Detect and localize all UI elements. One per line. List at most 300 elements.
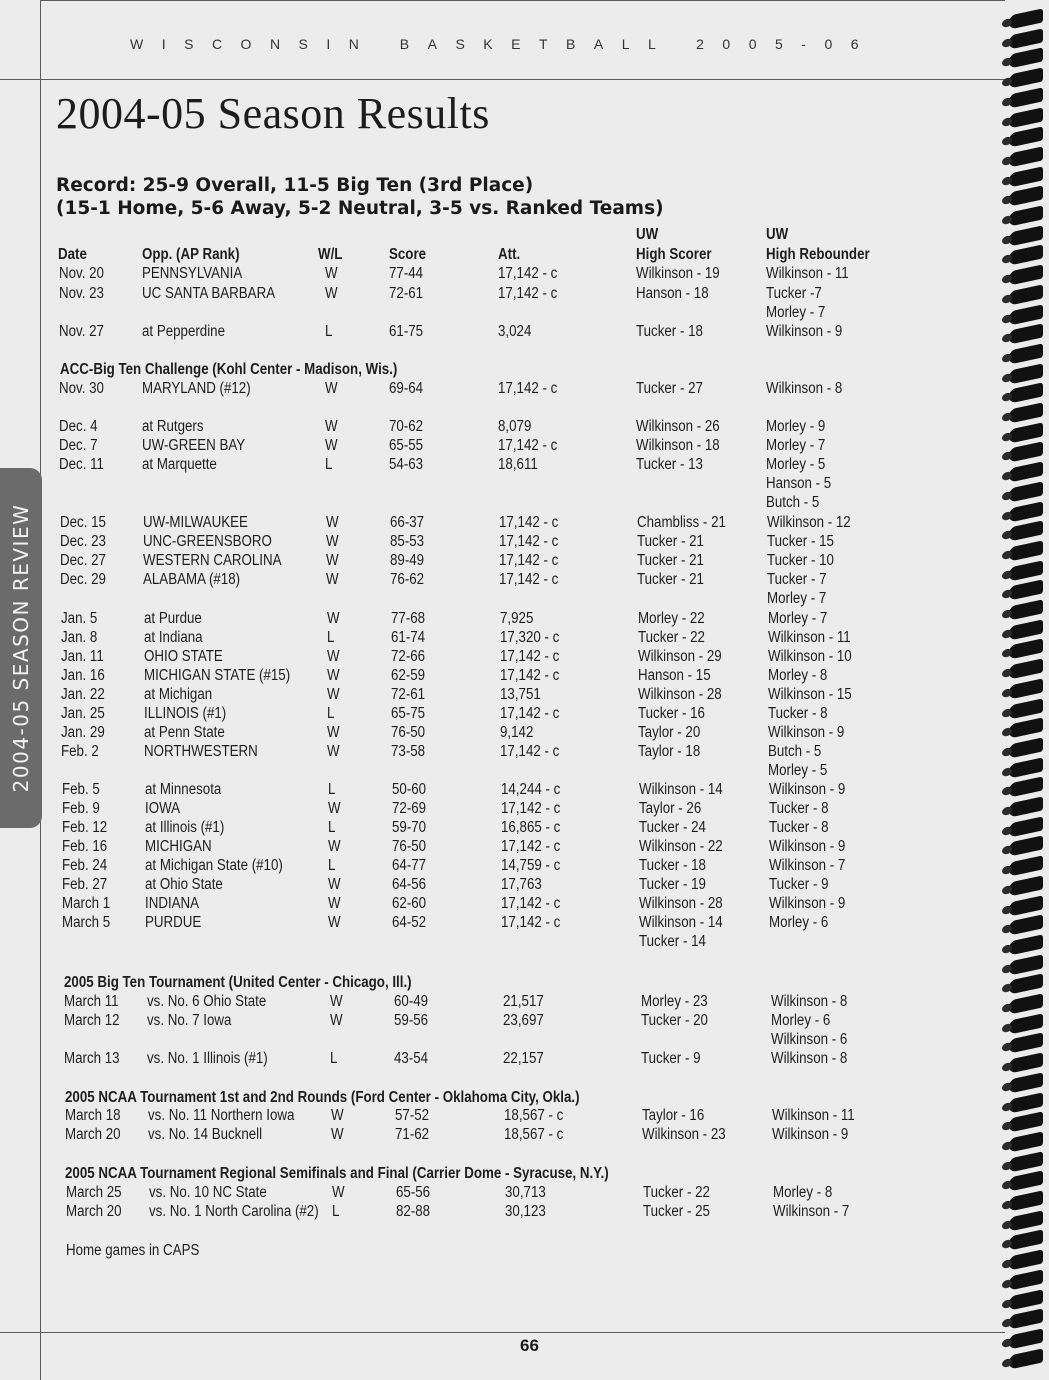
cell-opponent: PURDUE	[145, 914, 202, 931]
cell-date: Feb. 5	[62, 781, 100, 798]
cell-score: 85-53	[390, 533, 425, 550]
cell-high-rebounder: Wilkinson - 9	[766, 323, 843, 340]
binding-coil	[1009, 402, 1043, 423]
cell-attendance: 17,142 - c	[500, 705, 560, 722]
cell-high-rebounder: Wilkinson - 9	[772, 1126, 849, 1143]
cell-date: Feb. 2	[61, 743, 99, 760]
cell-score: 65-75	[391, 705, 426, 722]
cell-high-scorer: Wilkinson - 19	[636, 265, 720, 282]
cell-date: Feb. 9	[62, 800, 100, 817]
binding-coil	[1009, 1348, 1043, 1369]
binding-coil	[1009, 442, 1043, 463]
page-number: 66	[520, 1336, 539, 1355]
cell-attendance: 17,763	[501, 876, 542, 893]
cell-attendance: 17,142 - c	[498, 437, 558, 454]
cell-result: L	[328, 819, 336, 836]
cell-attendance: 30,123	[505, 1203, 546, 1220]
cell-opponent: at Michigan	[144, 686, 213, 703]
cell-date: Feb. 12	[62, 819, 108, 836]
cell-attendance: 17,142 - c	[498, 380, 558, 397]
cell-attendance: 30,713	[505, 1184, 546, 1201]
cell-high-rebounder: Hanson - 5	[766, 475, 832, 492]
cell-high-scorer: Tucker - 14	[639, 933, 706, 950]
cell-high-scorer: Wilkinson - 29	[638, 648, 722, 665]
binding-coil	[1009, 619, 1043, 640]
cell-high-rebounder: Morley - 6	[771, 1012, 831, 1029]
binding-coil	[1009, 875, 1043, 896]
binding-coil	[1009, 816, 1043, 837]
cell-result: W	[325, 418, 338, 435]
cell-high-rebounder: Wilkinson - 8	[766, 380, 843, 397]
cell-result: W	[326, 514, 339, 531]
cell-score: 61-75	[389, 323, 424, 340]
cell-high-scorer: Taylor - 20	[638, 724, 701, 741]
col-header-opp: Opp. (AP Rank)	[142, 246, 240, 263]
binding-coil	[1009, 107, 1043, 128]
cell-high-rebounder: Morley - 7	[766, 437, 826, 454]
cell-high-scorer: Wilkinson - 14	[639, 914, 723, 931]
col-header-rebounder-top: UW	[766, 226, 789, 243]
binding-coil	[1009, 284, 1043, 305]
cell-date: Feb. 24	[62, 857, 108, 874]
binding-coil	[1009, 481, 1043, 502]
cell-result: W	[328, 876, 341, 893]
binding-coil	[1009, 1289, 1043, 1310]
cell-high-scorer: Wilkinson - 28	[639, 895, 723, 912]
cell-high-rebounder: Morley - 9	[766, 418, 826, 435]
cell-attendance: 17,320 - c	[500, 629, 560, 646]
cell-attendance: 17,142 - c	[500, 667, 560, 684]
binding-coil	[1009, 540, 1043, 561]
cell-high-rebounder: Wilkinson - 7	[769, 857, 846, 874]
cell-opponent: OHIO STATE	[144, 648, 223, 665]
binding-coil	[1009, 1171, 1043, 1192]
cell-high-rebounder: Tucker - 10	[767, 552, 834, 569]
cell-attendance: 17,142 - c	[500, 743, 560, 760]
cell-score: 50-60	[392, 781, 427, 798]
cell-score: 82-88	[396, 1203, 431, 1220]
cell-opponent: vs. No. 6 Ohio State	[147, 993, 267, 1010]
cell-opponent: vs. No. 10 NC State	[149, 1184, 267, 1201]
cell-attendance: 17,142 - c	[501, 800, 561, 817]
cell-score: 59-70	[392, 819, 427, 836]
cell-result: W	[325, 437, 338, 454]
binding-coil	[1009, 1230, 1043, 1251]
cell-high-scorer: Tucker - 22	[643, 1184, 710, 1201]
cell-high-scorer: Tucker - 27	[636, 380, 703, 397]
cell-opponent: MICHIGAN	[145, 838, 212, 855]
footer-rule	[0, 1332, 1005, 1333]
cell-date: Nov. 20	[59, 265, 104, 282]
cell-high-rebounder: Wilkinson - 9	[768, 724, 845, 741]
binding-coil	[1009, 757, 1043, 778]
cell-opponent: WESTERN CAROLINA	[143, 552, 282, 569]
cell-date: Nov. 30	[59, 380, 104, 397]
cell-date: March 13	[64, 1050, 120, 1067]
cell-score: 43-54	[394, 1050, 429, 1067]
cell-date: Dec. 11	[59, 456, 104, 473]
cell-score: 72-66	[391, 648, 426, 665]
binding-coil	[1009, 1092, 1043, 1113]
binding-coil	[1009, 28, 1043, 49]
cell-high-rebounder: Wilkinson - 11	[768, 629, 851, 646]
binding-coil	[1009, 343, 1043, 364]
binding-coil	[1009, 718, 1043, 739]
cell-attendance: 17,142 - c	[501, 838, 561, 855]
cell-score: 76-50	[392, 838, 427, 855]
cell-date: March 5	[62, 914, 111, 931]
cell-score: 64-52	[392, 914, 427, 931]
cell-date: March 20	[65, 1126, 121, 1143]
cell-opponent: INDIANA	[145, 895, 200, 912]
cell-score: 64-77	[392, 857, 427, 874]
cell-opponent: UW-MILWAUKEE	[143, 514, 248, 531]
cell-high-rebounder: Morley - 6	[769, 914, 829, 931]
record-line-2: (15-1 Home, 5-6 Away, 5-2 Neutral, 3-5 vs. Ranked Teams)	[56, 198, 664, 219]
page-title: 2004-05 Season Results	[56, 89, 490, 138]
cell-high-rebounder: Wilkinson - 7	[773, 1203, 850, 1220]
cell-result: W	[327, 743, 340, 760]
cell-result: W	[325, 380, 338, 397]
cell-opponent: ILLINOIS (#1)	[144, 705, 227, 722]
cell-result: L	[327, 705, 335, 722]
cell-date: March 11	[64, 993, 119, 1010]
cell-date: Jan. 25	[61, 705, 105, 722]
binding-coil	[1009, 1269, 1043, 1290]
binding-coil	[1009, 934, 1043, 955]
cell-high-scorer: Tucker - 18	[636, 323, 703, 340]
cell-score: 72-61	[391, 686, 426, 703]
cell-high-rebounder: Wilkinson - 9	[769, 895, 846, 912]
cell-score: 70-62	[389, 418, 424, 435]
binding-coil	[1009, 67, 1043, 88]
cell-high-rebounder: Wilkinson - 12	[767, 514, 851, 531]
cell-attendance: 16,865 - c	[501, 819, 561, 836]
binding-coil	[1009, 461, 1043, 482]
cell-result: L	[332, 1203, 340, 1220]
cell-opponent: vs. No. 11 Northern Iowa	[148, 1107, 295, 1124]
binding-coil	[1009, 501, 1043, 522]
cell-score: 72-61	[389, 285, 424, 302]
binding-coil	[1009, 1052, 1043, 1073]
cell-opponent: at Rutgers	[142, 418, 204, 435]
cell-high-scorer: Tucker - 25	[643, 1203, 710, 1220]
col-header-score: Score	[389, 246, 427, 263]
cell-date: Jan. 22	[61, 686, 105, 703]
cell-result: W	[328, 914, 341, 931]
binding-coil	[1009, 127, 1043, 148]
cell-high-rebounder: Butch - 5	[768, 743, 822, 760]
binding-coil	[1009, 304, 1043, 325]
binding-coil	[1009, 1131, 1043, 1152]
binding-coil	[1009, 1072, 1043, 1093]
cell-high-rebounder: Tucker - 8	[769, 800, 829, 817]
binding-coil	[1009, 836, 1043, 857]
binding-coil	[1009, 48, 1043, 69]
binding-coil	[1009, 560, 1043, 581]
side-tab-label: 2004-05 SEASON REVIEW	[9, 503, 33, 793]
binding-coil	[1009, 264, 1043, 285]
cell-high-scorer: Morley - 23	[641, 993, 708, 1010]
cell-high-rebounder: Wilkinson - 15	[768, 686, 852, 703]
cell-attendance: 3,024	[498, 323, 532, 340]
cell-result: W	[325, 285, 338, 302]
cell-result: L	[327, 629, 335, 646]
cell-score: 76-50	[391, 724, 426, 741]
cell-score: 73-58	[391, 743, 426, 760]
cell-attendance: 17,142 - c	[499, 533, 559, 550]
cell-opponent: at Illinois (#1)	[145, 819, 225, 836]
cell-date: Nov. 23	[59, 285, 104, 302]
cell-high-scorer: Wilkinson - 23	[642, 1126, 726, 1143]
cell-attendance: 18,567 - c	[504, 1107, 564, 1124]
binding-coil	[1009, 658, 1043, 679]
cell-attendance: 22,157	[503, 1050, 544, 1067]
cell-score: 60-49	[394, 993, 429, 1010]
binding-coil	[1009, 87, 1043, 108]
cell-high-rebounder: Morley - 5	[768, 762, 828, 779]
cell-high-rebounder: Butch - 5	[766, 494, 820, 511]
cell-attendance: 17,142 - c	[501, 914, 561, 931]
cell-result: L	[330, 1050, 338, 1067]
cell-opponent: at Indiana	[144, 629, 203, 646]
cell-result: W	[325, 265, 338, 282]
binding-coil	[1009, 8, 1043, 29]
cell-high-rebounder: Morley - 8	[773, 1184, 833, 1201]
cell-result: L	[325, 456, 333, 473]
cell-score: 54-63	[389, 456, 424, 473]
binding-coil	[1009, 146, 1043, 167]
binding-coil	[1009, 698, 1043, 719]
cell-result: W	[327, 686, 340, 703]
binding-coil	[1009, 1249, 1043, 1270]
cell-opponent: vs. No. 7 Iowa	[147, 1012, 232, 1029]
col-header-scorer: High Scorer	[636, 246, 712, 263]
cell-date: March 1	[62, 895, 111, 912]
cell-opponent: MICHIGAN STATE (#15)	[144, 667, 291, 684]
cell-result: W	[326, 552, 339, 569]
cell-result: W	[327, 724, 340, 741]
cell-opponent: at Marquette	[142, 456, 217, 473]
cell-attendance: 14,759 - c	[501, 857, 561, 874]
cell-high-scorer: Tucker - 13	[636, 456, 703, 473]
cell-attendance: 17,142 - c	[499, 552, 559, 569]
cell-score: 62-60	[392, 895, 427, 912]
cell-date: Dec. 7	[59, 437, 98, 454]
binding-coil	[1009, 1309, 1043, 1330]
section-header: 2005 Big Ten Tournament (United Center - Chicago, Ill.)	[64, 974, 412, 991]
cell-score: 77-68	[391, 610, 426, 627]
cell-opponent: at Pepperdine	[142, 323, 226, 340]
cell-opponent: PENNSYLVANIA	[142, 265, 243, 282]
cell-high-scorer: Taylor - 16	[642, 1107, 705, 1124]
cell-high-scorer: Tucker - 16	[638, 705, 705, 722]
cell-date: Dec. 15	[60, 514, 106, 531]
cell-high-scorer: Chambliss - 21	[637, 514, 726, 531]
cell-high-scorer: Wilkinson - 22	[639, 838, 723, 855]
cell-high-scorer: Tucker - 20	[641, 1012, 708, 1029]
binding-coil	[1009, 1151, 1043, 1172]
cell-date: Jan. 29	[61, 724, 105, 741]
cell-attendance: 7,925	[500, 610, 534, 627]
cell-score: 89-49	[390, 552, 425, 569]
section-header: ACC-Big Ten Challenge (Kohl Center - Madison, Wis.)	[60, 361, 398, 378]
cell-high-scorer: Wilkinson - 26	[636, 418, 720, 435]
cell-date: Dec. 4	[59, 418, 98, 435]
cell-result: W	[332, 1184, 345, 1201]
cell-attendance: 17,142 - c	[499, 514, 559, 531]
cell-score: 59-56	[394, 1012, 429, 1029]
cell-high-rebounder: Tucker - 9	[769, 876, 829, 893]
binding-coil	[1009, 993, 1043, 1014]
cell-score: 66-37	[390, 514, 425, 531]
cell-opponent: ALABAMA (#18)	[143, 571, 241, 588]
cell-date: Feb. 16	[62, 838, 108, 855]
cell-attendance: 14,244 - c	[501, 781, 561, 798]
col-header-att: Att.	[498, 246, 521, 263]
cell-high-scorer: Wilkinson - 28	[638, 686, 722, 703]
cell-high-rebounder: Morley - 7	[766, 304, 826, 321]
binding-coil	[1009, 422, 1043, 443]
cell-result: W	[331, 1107, 344, 1124]
cell-date: Dec. 29	[60, 571, 106, 588]
cell-high-rebounder: Wilkinson - 11	[766, 265, 849, 282]
cell-result: W	[327, 648, 340, 665]
section-header: 2005 NCAA Tournament 1st and 2nd Rounds (Ford Center - Oklahoma City, Okla.)	[65, 1089, 580, 1106]
cell-score: 77-44	[389, 265, 424, 282]
cell-attendance: 8,079	[498, 418, 532, 435]
cell-attendance: 17,142 - c	[500, 648, 560, 665]
cell-attendance: 18,611	[498, 456, 538, 473]
cell-high-scorer: Tucker - 9	[641, 1050, 701, 1067]
binding-coil	[1009, 186, 1043, 207]
cell-opponent: vs. No. 1 Illinois (#1)	[147, 1050, 268, 1067]
cell-high-rebounder: Wilkinson - 6	[771, 1031, 848, 1048]
cell-high-scorer: Taylor - 18	[638, 743, 701, 760]
binding-coil	[1009, 796, 1043, 817]
cell-score: 76-62	[390, 571, 425, 588]
cell-opponent: NORTHWESTERN	[144, 743, 258, 760]
cell-score: 62-59	[391, 667, 426, 684]
binding-coil	[1009, 1013, 1043, 1034]
cell-opponent: UNC-GREENSBORO	[143, 533, 272, 550]
cell-high-rebounder: Wilkinson - 11	[772, 1107, 855, 1124]
cell-high-rebounder: Wilkinson - 9	[769, 781, 846, 798]
cell-high-rebounder: Morley - 5	[766, 456, 826, 473]
cell-high-scorer: Tucker - 21	[637, 533, 704, 550]
binding-coil	[1009, 737, 1043, 758]
col-header-rebounder: High Rebounder	[766, 246, 870, 263]
cell-high-scorer: Tucker - 18	[639, 857, 706, 874]
cell-date: Dec. 23	[60, 533, 106, 550]
cell-attendance: 21,517	[503, 993, 544, 1010]
cell-high-rebounder: Wilkinson - 10	[768, 648, 852, 665]
cell-date: March 25	[66, 1184, 122, 1201]
binding-coil	[1009, 383, 1043, 404]
cell-high-scorer: Tucker - 19	[639, 876, 706, 893]
binding-coil	[1009, 1328, 1043, 1349]
cell-high-rebounder: Tucker -7	[766, 285, 822, 302]
cell-high-scorer: Tucker - 24	[639, 819, 706, 836]
cell-date: Jan. 5	[61, 610, 98, 627]
cell-high-rebounder: Tucker - 7	[767, 571, 827, 588]
cell-result: W	[326, 533, 339, 550]
col-header-scorer-top: UW	[636, 226, 659, 243]
cell-result: W	[327, 667, 340, 684]
cell-result: W	[328, 895, 341, 912]
cell-high-scorer: Morley - 22	[638, 610, 705, 627]
cell-score: 69-64	[389, 380, 424, 397]
record-line-1: Record: 25-9 Overall, 11-5 Big Ten (3rd Place)	[56, 175, 534, 196]
binding-coil	[1009, 225, 1043, 246]
cell-high-scorer: Tucker - 21	[637, 571, 704, 588]
binding-coil	[1009, 599, 1043, 620]
cell-high-scorer: Hanson - 15	[638, 667, 711, 684]
cell-date: Dec. 27	[60, 552, 106, 569]
cell-high-rebounder: Morley - 8	[768, 667, 828, 684]
binding-coil	[1009, 678, 1043, 699]
cell-score: 65-56	[396, 1184, 431, 1201]
cell-date: March 12	[64, 1012, 120, 1029]
cell-opponent: at Minnesota	[145, 781, 222, 798]
cell-result: L	[328, 857, 336, 874]
cell-result: W	[330, 993, 343, 1010]
cell-score: 64-56	[392, 876, 427, 893]
cell-attendance: 9,142	[500, 724, 534, 741]
section-header: 2005 NCAA Tournament Regional Semifinals and Final (Carrier Dome - Syracuse, N.Y.)	[65, 1165, 609, 1182]
cell-result: W	[330, 1012, 343, 1029]
cell-score: 72-69	[392, 800, 427, 817]
binding-coil	[1009, 166, 1043, 187]
cell-result: W	[327, 610, 340, 627]
cell-high-rebounder: Wilkinson - 8	[771, 993, 848, 1010]
cell-high-scorer: Tucker - 22	[638, 629, 705, 646]
cell-high-rebounder: Tucker - 8	[768, 705, 828, 722]
cell-opponent: IOWA	[145, 800, 181, 817]
cell-high-rebounder: Morley - 7	[768, 610, 828, 627]
cell-result: W	[326, 571, 339, 588]
cell-high-rebounder: Wilkinson - 8	[771, 1050, 848, 1067]
binding-coil	[1009, 1210, 1043, 1231]
cell-result: W	[328, 800, 341, 817]
cell-result: W	[331, 1126, 344, 1143]
cell-high-scorer: Wilkinson - 18	[636, 437, 720, 454]
cell-opponent: UC SANTA BARBARA	[142, 285, 276, 302]
binding-coil	[1009, 580, 1043, 601]
cell-attendance: 23,697	[503, 1012, 544, 1029]
col-header-date: Date	[58, 246, 87, 263]
binding-coil	[1009, 1190, 1043, 1211]
cell-result: W	[328, 838, 341, 855]
cell-opponent: at Penn State	[144, 724, 225, 741]
cell-attendance: 17,142 - c	[501, 895, 561, 912]
binding-coil	[1009, 245, 1043, 266]
cell-opponent: at Purdue	[144, 610, 202, 627]
binding-coil	[1009, 1033, 1043, 1054]
cell-date: Jan. 16	[61, 667, 105, 684]
col-header-wl: W/L	[318, 246, 343, 263]
cell-opponent: vs. No. 1 North Carolina (#2)	[149, 1203, 319, 1220]
cell-date: Jan. 8	[61, 629, 98, 646]
cell-score: 65-55	[389, 437, 424, 454]
binding-coil	[1009, 855, 1043, 876]
binding-coil	[1009, 895, 1043, 916]
binding-coil	[1009, 205, 1043, 226]
cell-date: Jan. 11	[61, 648, 104, 665]
binding-coil	[1009, 777, 1043, 798]
cell-date: March 18	[65, 1107, 121, 1124]
cell-attendance: 17,142 - c	[498, 265, 558, 282]
